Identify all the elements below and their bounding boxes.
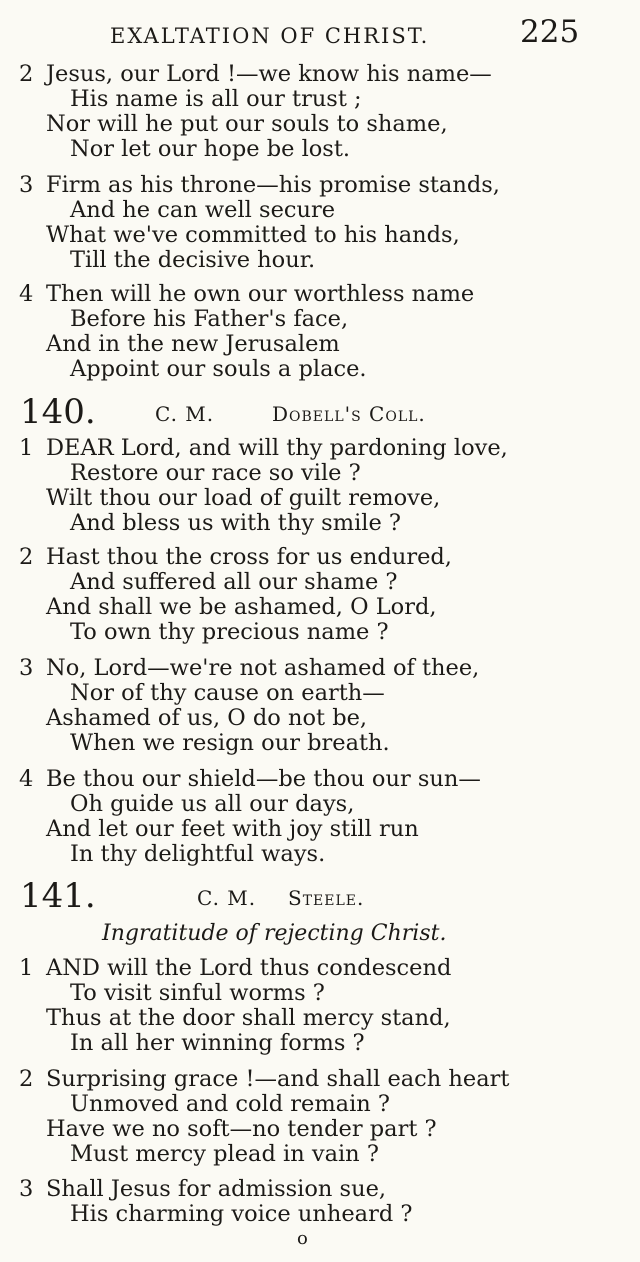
verse-line: AND will the Lord thus condescend <box>46 955 452 981</box>
verse-line: His name is all our trust ; <box>70 86 362 112</box>
verse-line: Thus at the door shall mercy stand, <box>46 1005 451 1031</box>
verse-line: And suffered all our shame ? <box>70 569 398 595</box>
hymn-subtitle: Ingratitude of rejecting Christ. <box>102 921 447 946</box>
verse-line: When we resign our breath. <box>70 730 390 756</box>
verse-line: And bless us with thy smile ? <box>70 510 401 536</box>
verse-line: Unmoved and cold remain ? <box>70 1091 390 1117</box>
verse-line: Shall Jesus for admission sue, <box>46 1176 387 1202</box>
hymn-number: 140. <box>20 392 96 432</box>
verse-line: Be thou our shield—be thou our sun— <box>46 766 481 792</box>
verse-line: Nor of thy cause on earth— <box>70 680 385 706</box>
verse-line: Wilt thou our load of guilt remove, <box>46 485 441 511</box>
hymn-140-heading <box>0 392 640 432</box>
stanza-number: 3 <box>19 1176 34 1202</box>
verse-line: No, Lord—we're not ashamed of thee, <box>46 655 480 681</box>
page-number: 225 <box>520 14 580 50</box>
verse-line: Jesus, our Lord !—we know his name— <box>46 61 492 87</box>
verse-line: Surprising grace !—and shall each heart <box>46 1066 510 1092</box>
verse-line: Nor will he put our souls to shame, <box>46 111 448 137</box>
hymn-meter: C. M. <box>197 886 257 910</box>
verse-line: And shall we be ashamed, O Lord, <box>46 594 437 620</box>
verse-line: DEAR Lord, and will thy pardoning love, <box>46 435 508 461</box>
stanza-number: 1 <box>19 435 34 461</box>
stanza-number: 1 <box>19 955 34 981</box>
verse-line: Hast thou the cross for us endured, <box>46 544 452 570</box>
verse-line: Before his Father's face, <box>70 306 349 332</box>
verse-line: Appoint our souls a place. <box>70 356 367 382</box>
verse-line: His charming voice unheard ? <box>70 1201 413 1227</box>
verse-line: Then will he own our worthless name <box>46 281 475 307</box>
running-title: EXALTATION OF CHRIST. <box>110 24 430 48</box>
verse-line: And let our feet with joy still run <box>46 816 419 842</box>
hymn-number: 141. <box>20 876 96 916</box>
stanza-number: 3 <box>19 655 34 681</box>
signature-mark: o <box>297 1228 308 1249</box>
hymn-author: Steele. <box>288 886 365 910</box>
verse-line: Nor let our hope be lost. <box>70 136 351 162</box>
verse-line: Must mercy plead in vain ? <box>70 1141 379 1167</box>
stanza-number: 2 <box>19 544 34 570</box>
verse-line: To own thy precious name ? <box>70 619 389 645</box>
verse-line: What we've committed to his hands, <box>46 222 460 248</box>
verse-line: In thy delightful ways. <box>70 841 326 867</box>
stanza-number: 2 <box>19 61 34 87</box>
hymn-author: Dobell's Coll. <box>272 402 426 426</box>
verse-line: To visit sinful worms ? <box>70 980 325 1006</box>
stanza-number: 4 <box>19 766 34 792</box>
verse-line: And in the new Jerusalem <box>46 331 340 357</box>
verse-line: Oh guide us all our days, <box>70 791 355 817</box>
verse-line: Restore our race so vile ? <box>70 460 361 486</box>
page-header <box>0 14 640 54</box>
verse-line: Ashamed of us, O do not be, <box>46 705 368 731</box>
verse-line: Have we no soft—no tender part ? <box>46 1116 437 1142</box>
verse-line: And he can well secure <box>70 197 336 223</box>
verse-line: Till the decisive hour. <box>70 247 316 273</box>
stanza-number: 2 <box>19 1066 34 1092</box>
verse-line: Firm as his throne—his promise stands, <box>46 172 500 198</box>
hymn-meter: C. M. <box>155 402 215 426</box>
hymn-141-heading <box>0 876 640 916</box>
stanza-number: 4 <box>19 281 34 307</box>
stanza-number: 3 <box>19 172 34 198</box>
verse-line: In all her winning forms ? <box>70 1030 365 1056</box>
